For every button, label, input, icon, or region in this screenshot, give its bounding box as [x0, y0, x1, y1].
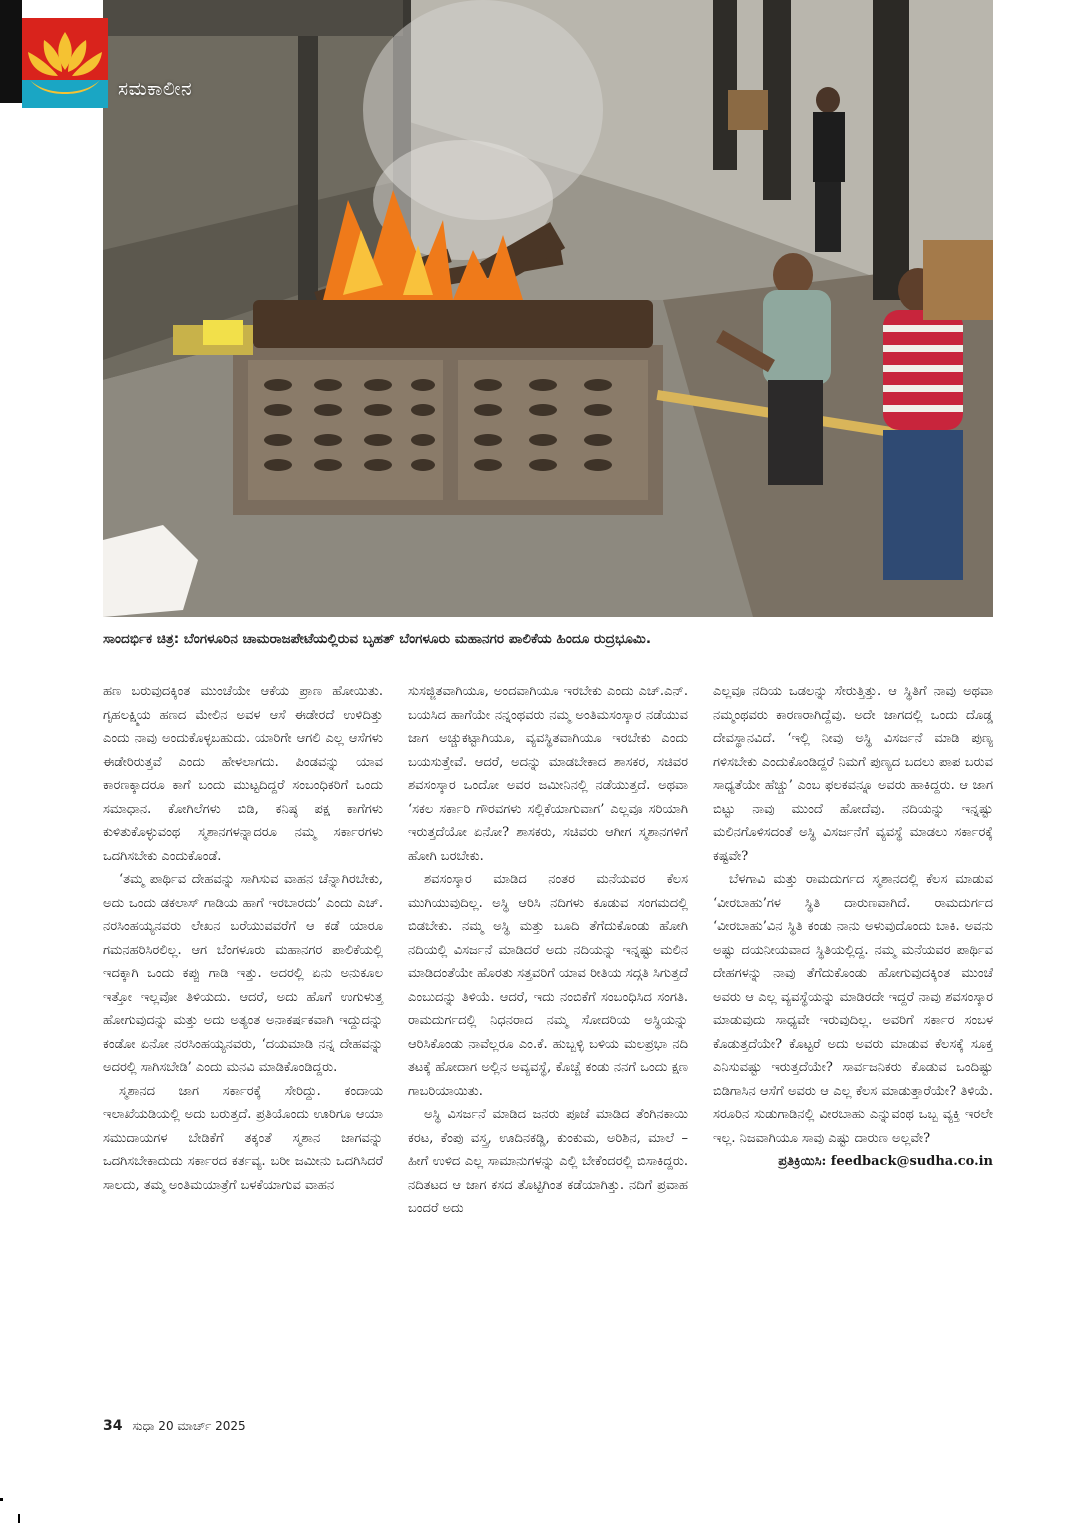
paragraph: ಸುಸಜ್ಜಿತವಾಗಿಯೂ, ಅಂದವಾಗಿಯೂ ಇರಬೇಕು ಎಂದು ಎಚ್.ಎನ್. ಬಯಸಿದ ಹಾಗೆಯೇ ನನ್ನಂಥವರು ನಮ್ಮ ಅಂತಿಮಸಂಸ್ಕಾರ ನಡೆಯುವ ಜಾಗ ಅಚ್ಚುಕಟ್ಟಾಗಿಯೂ, ವ್ಯವಸ್ಥಿತವಾಗಿಯೂ ಇರಬೇಕು ಎಂದು ಬಯಸುತ್ತೇವೆ. ಆದರೆ, ಅದನ್ನು ಮಾಡಬೇಕಾದ ಶಾಸಕರ, ಸಚಿವರ ಶವಸಂಸ್ಕಾರ ಒಂದೋ ಅವರ ಜಮೀನಿನಲ್ಲಿ ನಡೆಯುತ್ತದೆ. ಅಥವಾ ‘ಸಕಲ ಸರ್ಕಾರಿ ಗೌರವಗಳು ಸಲ್ಲಿಕೆಯಾಗುವಾಗ’ ಎಲ್ಲವೂ ಸರಿಯಾಗಿ ಇರುತ್ತದೆಯೋ ಏನೋ? ಶಾಸಕರು, ಸಚಿವರು ಆಗೀಗ ಸ್ಮಶಾನಗಳಿಗೆ ಹೋಗಿ ಬರಬೇಕು.: [408, 684, 688, 864]
page-footer: [103, 1418, 246, 1434]
magazine-logo: [22, 18, 108, 108]
lotus-logo-icon: [22, 18, 108, 108]
paragraph: ಅಸ್ಥಿ ವಿಸರ್ಜನೆ ಮಾಡಿದ ಜನರು ಪೂಜೆ ಮಾಡಿದ ತೆಂಗಿನಕಾಯಿ ಕರಟ, ಕೆಂಪು ವಸ್ತ್ರ, ಊದಿನಕಡ್ಡಿ, ಕುಂಕುಮ, ಅರಿಶಿನ, ಮಾಲೆ – ಹೀಗೆ ಉಳಿದ ಎಲ್ಲ ಸಾಮಾನುಗಳನ್ನು ಎಲ್ಲಿ ಬೇಕೆಂದರಲ್ಲಿ ಬಿಸಾಕಿದ್ದರು. ನದಿತಟದ ಆ ಜಾಗ ಕಸದ ತೊಟ್ಟಿಗಿಂತ ಕಡೆಯಾಗಿತ್ತು. ನದಿಗೆ ಪ್ರವಾಹ ಬಂದರೆ ಅದು: [408, 1107, 688, 1216]
cremation-photo: [103, 0, 993, 617]
paragraph: ಬೆಳಗಾವಿ ಮತ್ತು ರಾಮದುರ್ಗದ ಸ್ಮಶಾನದಲ್ಲಿ ಕೆಲಸ ಮಾಡುವ ‘ವೀರಬಾಹು’ಗಳ ಸ್ಥಿತಿ ದಾರುಣವಾಗಿದೆ. ರಾಮದುರ್ಗದ ‘ವೀರಬಾಹು’ವಿನ ಸ್ಥಿತಿ ಕಂಡು ನಾನು ಅಳುವುದೊಂದು ಬಾಕಿ. ಅವನು ಅಷ್ಟು ದಯನೀಯವಾದ ಸ್ಥಿತಿಯಲ್ಲಿದ್ದ. ನಮ್ಮ ಮನೆಯವರ ಪಾರ್ಥಿವ ದೇಹಗಳನ್ನು ನಾವು ತೆಗೆದುಕೊಂಡು ಹೋಗುವುದಕ್ಕಿಂತ ಮುಂಚೆ ಅವರು ಆ ಎಲ್ಲ ವ್ಯವಸ್ಥೆಯನ್ನು ಮಾಡಿರದೇ ಇದ್ದರೆ ನಾವು ಶವಸಂಸ್ಕಾರ ಮಾಡುವುದು ಸಾಧ್ಯವೇ ಇರುವುದಿಲ್ಲ. ಅವರಿಗೆ ಸರ್ಕಾರ ಸಂಬಳ ಕೊಡುತ್ತದೆಯೇ? ಕೊಟ್ಟರೆ ಅದು ಅವರು ಮಾಡುವ ಕೆಲಸಕ್ಕೆ ಸೂಕ್ತ ಎನಿಸುವಷ್ಟು ಇರುತ್ತದೆಯೇ? ಸಾರ್ವಜನಿಕರು ಕೊಡುವ ಒಂದಿಷ್ಟು ಬಿಡಿಗಾಸಿನ ಆಸೆಗೆ ಅವರು ಆ ಎಲ್ಲ ಕೆಲಸ ಮಾಡುತ್ತಾರೆಯೇ? ತಿಳಿಯೆ. ಸರೂರಿನ ಸುಡುಗಾಡಿನಲ್ಲಿ ವೀರಬಾಹು ಎನ್ನುವಂಥ ಒಬ್ಬ ವ್ಯಕ್ತಿ ಇರಲೇ ಇಲ್ಲ. ನಿಜವಾಗಿಯೂ ಸಾವು ಎಷ್ಟು ದಾರುಣ ಅಲ್ಲವೇ?: [713, 872, 993, 1146]
article-column-1: [103, 680, 383, 1197]
section-label: ಸಮಕಾಲೀನ: [118, 78, 193, 100]
paragraph: ‘ತಮ್ಮ ಪಾರ್ಥಿವ ದೇಹವನ್ನು ಸಾಗಿಸುವ ವಾಹನ ಚೆನ್ನಾಗಿರಬೇಕು, ಅದು ಒಂದು ಡಕಲಾಸ್ ಗಾಡಿಯ ಹಾಗೆ ಇರಬಾರದು’ ಎಂದು ಎಚ್. ನರಸಿಂಹಯ್ಯನವರು ಲೇಖನ ಬರೆಯುವವರೆಗೆ ಆ ಕಡೆ ಯಾರೂ ಗಮನಹರಿಸಿರಲಿಲ್ಲ. ಆಗ ಬೆಂಗಳೂರು ಮಹಾನಗರ ಪಾಲಿಕೆಯಲ್ಲಿ ಇದಕ್ಕಾಗಿ ಒಂದು ಕಪ್ಪು ಗಾಡಿ ಇತ್ತು. ಅದರಲ್ಲಿ ಏನು ಅನುಕೂಲ ಇತ್ತೋ ಇಲ್ಲವೋ ತಿಳಿಯದು. ಆದರೆ, ಅದು ಹೊಗೆ ಉಗುಳುತ್ತ ಹೋಗುವುದನ್ನು ಮತ್ತು ಅದು ಅತ್ಯಂತ ಅನಾಕರ್ಷಕವಾಗಿ ಇದ್ದುದನ್ನು ಕಂಡೋ ಏನೋ ನರಸಿಂಹಯ್ಯನವರು, ‘ದಯಮಾಡಿ ನನ್ನ ದೇಹವನ್ನು ಅದರಲ್ಲಿ ಸಾಗಿಸಬೇಡಿ’ ಎಂದು ಮನವಿ ಮಾಡಿಕೊಂಡಿದ್ದರು.: [103, 872, 383, 1075]
magazine-date: ಸುಧಾ 20 ಮಾರ್ಚ್ 2025: [132, 1419, 246, 1433]
crop-mark: [0, 1498, 3, 1501]
photo-caption: ಸಾಂದರ್ಭಿಕ ಚಿತ್ರ: ಬೆಂಗಳೂರಿನ ಚಾಮರಾಜಪೇಟೆಯಲ್ಲಿರುವ ಬೃಹತ್ ಬೆಂಗಳೂರು ಮಹಾನಗರ ಪಾಲಿಕೆಯ ಹಿಂದೂ ರುದ್ರಭೂಮಿ.: [103, 631, 652, 647]
photo-illustration: [103, 0, 993, 617]
paragraph: ಎಲ್ಲವೂ ನದಿಯ ಒಡಲನ್ನು ಸೇರುತ್ತಿತ್ತು. ಆ ಸ್ಥಿತಿಗೆ ನಾವು ಅಥವಾ ನಮ್ಮಂಥವರು ಕಾರಣರಾಗಿದ್ದೆವು. ಅದೇ ಜಾಗದಲ್ಲಿ ಒಂದು ದೊಡ್ಡ ದೇವಸ್ಥಾನವಿದೆ. ‘ಇಲ್ಲಿ ನೀವು ಅಸ್ಥಿ ವಿಸರ್ಜನೆ ಮಾಡಿ ಪುಣ್ಯ ಗಳಿಸಬೇಕು ಎಂದುಕೊಂಡಿದ್ದರೆ ನಿಮಗೆ ಪುಣ್ಯದ ಬದಲು ಪಾಪ ಬರುವ ಸಾಧ್ಯತೆಯೇ ಹೆಚ್ಚು’ ಎಂಬ ಫಲಕವನ್ನೂ ಅವರು ಹಾಕಿದ್ದರು. ಆ ಜಾಗ ಬಿಟ್ಟು ನಾವು ಮುಂದೆ ಹೋದೆವು. ನದಿಯನ್ನು ಇನ್ನಷ್ಟು ಮಲಿನಗೊಳಿಸದಂತೆ ಅಸ್ಥಿ ವಿಸರ್ಜನೆಗೆ ವ್ಯವಸ್ಥೆ ಮಾಡಲು ಸರ್ಕಾರಕ್ಕೆ ಕಷ್ಟವೇ?: [713, 684, 993, 864]
corner-block: [0, 0, 22, 103]
page-number: 34: [103, 1418, 123, 1434]
feedback-line: ಪ್ರತಿಕ್ರಿಯಿಸಿ: feedback@sudha.co.in: [778, 1154, 993, 1169]
article-body: [103, 680, 993, 1400]
article-column-2: [408, 680, 688, 1221]
article-column-3: [713, 680, 993, 1174]
crop-mark: [18, 1514, 20, 1523]
paragraph: ಹಣ ಬರುವುದಕ್ಕಿಂತ ಮುಂಚೆಯೇ ಆಕೆಯ ಪ್ರಾಣ ಹೋಯಿತು. ಗೃಹಲಕ್ಷ್ಮಿಯ ಹಣದ ಮೇಲಿನ ಅವಳ ಆಸೆ ಈಡೇರದೆ ಉಳಿದಿತ್ತು ಎಂದು ನಾವು ಅಂದುಕೊಳ್ಳಬಹುದು. ಯಾರಿಗೇ ಆಗಲಿ ಎಲ್ಲ ಆಸೆಗಳು ಈಡೇರಿರುತ್ತವೆ ಎಂದು ಹೇಳಲಾಗದು. ಪಿಂಡವನ್ನು ಯಾವ ಕಾರಣಕ್ಕಾದರೂ ಕಾಗೆ ಬಂದು ಮುಟ್ಟದಿದ್ದರೆ ಸಂಬಂಧಿಕರಿಗೆ ಒಂದು ಸಮಾಧಾನ. ಕೋಗಿಲೆಗಳು ಬಿಡಿ, ಕನಿಷ್ಠ ಪಕ್ಷ ಕಾಗೆಗಳು ಕುಳಿತುಕೊಳ್ಳುವಂಥ ಸ್ಮಶಾನಗಳನ್ನಾದರೂ ನಮ್ಮ ಸರ್ಕಾರಗಳು ಒದಗಿಸಬೇಕು ಎಂದುಕೊಂಡೆ.: [103, 684, 383, 864]
paragraph: ಸ್ಮಶಾನದ ಜಾಗ ಸರ್ಕಾರಕ್ಕೆ ಸೇರಿದ್ದು. ಕಂದಾಯ ಇಲಾಖೆಯಡಿಯಲ್ಲಿ ಅದು ಬರುತ್ತದೆ. ಪ್ರತಿಯೊಂದು ಊರಿಗೂ ಆಯಾ ಸಮುದಾಯಗಳ ಬೇಡಿಕೆಗೆ ತಕ್ಕಂತೆ ಸ್ಮಶಾನ ಜಾಗವನ್ನು ಒದಗಿಸಬೇಕಾದುದು ಸರ್ಕಾರದ ಕರ್ತವ್ಯ. ಬರೀ ಜಮೀನು ಒದಗಿಸಿದರೆ ಸಾಲದು, ತಮ್ಮ ಅಂತಿಮಯಾತ್ರೆಗೆ ಬಳಕೆಯಾಗುವ ವಾಹನ: [103, 1083, 383, 1193]
paragraph: ಶವಸಂಸ್ಕಾರ ಮಾಡಿದ ನಂತರ ಮನೆಯವರ ಕೆಲಸ ಮುಗಿಯುವುದಿಲ್ಲ. ಅಸ್ಥಿ ಆರಿಸಿ ನದಿಗಳು ಕೂಡುವ ಸಂಗಮದಲ್ಲಿ ಬಿಡಬೇಕು. ನಮ್ಮ ಅಸ್ಥಿ ಮತ್ತು ಬೂದಿ ತೆಗೆದುಕೊಂಡು ಹೋಗಿ ನದಿಯಲ್ಲಿ ವಿಸರ್ಜನೆ ಮಾಡಿದರೆ ಅದು ನದಿಯನ್ನು ಇನ್ನಷ್ಟು ಮಲಿನ ಮಾಡಿದಂತೆಯೇ ಹೊರತು ಸತ್ತವರಿಗೆ ಯಾವ ರೀತಿಯ ಸದ್ಗತಿ ಸಿಗುತ್ತದೆ ಎಂಬುದನ್ನು ತಿಳಿಯೆ. ಆದರೆ, ಇದು ನಂಬಿಕೆಗೆ ಸಂಬಂಧಿಸಿದ ಸಂಗತಿ. ರಾಮದುರ್ಗದಲ್ಲಿ ನಿಧನರಾದ ನಮ್ಮ ಸೋದರಿಯ ಅಸ್ಥಿಯನ್ನು ಆರಿಸಿಕೊಂಡು ನಾವೆಲ್ಲರೂ ಎಂ.ಕೆ. ಹುಬ್ಬಳ್ಳಿ ಬಳಿಯ ಮಲಪ್ರಭಾ ನದಿ ತಟಕ್ಕೆ ಹೋದಾಗ ಅಲ್ಲಿನ ಅವ್ಯವಸ್ಥೆ, ಕೊಚ್ಚೆ ಕಂಡು ನನಗೆ ಒಂದು ಕ್ಷಣ ಗಾಬರಿಯಾಯಿತು.: [408, 872, 688, 1099]
